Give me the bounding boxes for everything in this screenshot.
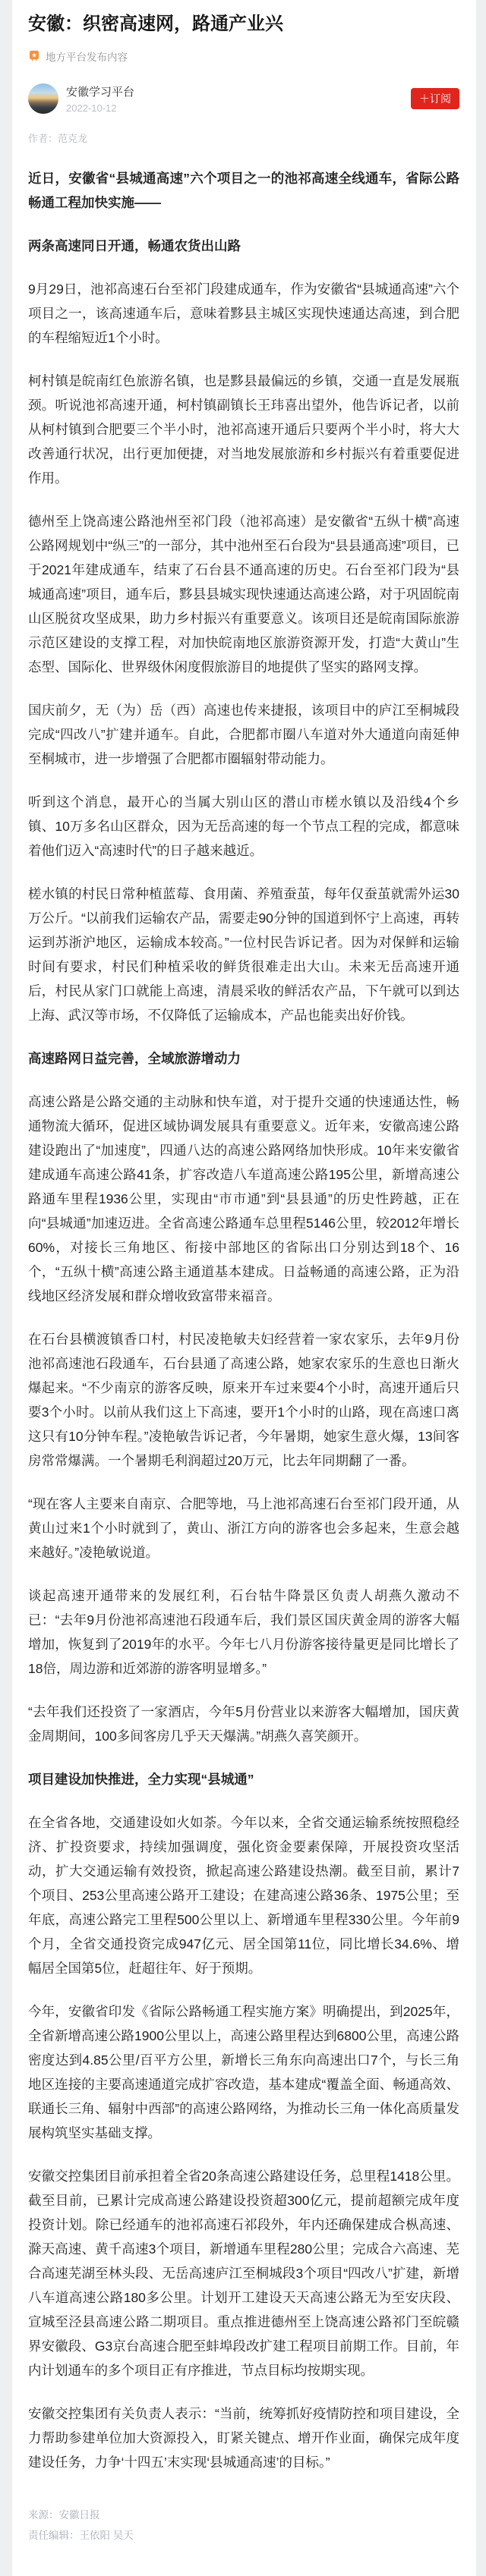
content-tag: [28, 49, 459, 64]
author-meta: [66, 83, 411, 114]
author-bar: [28, 83, 459, 114]
article-page: [12, 0, 476, 2576]
svg-text:★: ★: [31, 51, 37, 59]
article-paragraph: 槎水镇的村民日常种植蓝莓、食用菌、养殖蚕茧，每年仅蚕茧就需外运30万公斤。“以前我们运输农产品，需要走90分钟的国道到怀宁上高速，再转运到苏浙沪地区，运输成本较高。”一位村民告诉记者。因为对保鲜和运输时间有要求，村民们种植采收的鲜货很难走出大山。未来无岳高速开通后，村民从家门口就能上高速，清晨采收的鲜活农产品，下午就可以到达上海、武汉等市场，不仅降低了运输成本，产品也能卖出好价钱。: [28, 886, 459, 1024]
article-paragraph: “去年我们还投资了一家酒店，今年5月份营业以来游客大幅增加，国庆黄金周期间，100多间客房几乎天天爆满。”胡燕久喜笑颜开。: [28, 1704, 459, 1744]
editor-line: 责任编辑：王依阳 吴天: [28, 2530, 134, 2542]
article-paragraph: 德州至上饶高速公路池州至祁门段（池祁高速）是安徽省“五纵十横”高速公路网规划中“纵三”的一部分，其中池州至石台段为“县县通高速”项目，已于2021年建成通车，结束了石台县不通高速的历史。石台至祁门段为“县城通高速”项目，通车后，黟县县城实现快速通达高速公路，对于巩固皖南山区脱贫攻坚成果，助力乡村振兴有重要意义。该项目还是皖南国际旅游示范区建设的支撑工程，对加快皖南地区旅游资源开发，打造“大黄山”生态型、国际化、世界级休闲度假旅游目的地提供了坚实的路网支撑。: [28, 514, 459, 675]
article-paragraph: 高速公路是公路交通的主动脉和快车道，对于提升交通的快速通达性，畅通物流大循环，促进区域协调发展具有重要意义。近年来，安徽高速公路建设跑出了“加速度”，四通八达的高速公路网络加快形成。10年来安徽省建成通车高速公路41条，扩容改造八车道高速公路195公里，新增高速公路通车里程1936公里，实现由“市市通”到“县县通”的历史性跨越，正在向“县城通”加速迈进。全省高速公路通车总里程5146公里，较2012年增长60%，对接长三角地区、衔接中部地区的省际出口分别达到18个、16个，“五纵十横”高速公路主通道基本建成。日益畅通的高速公路，正为沿线地区经济发展和群众增收致富带来福音。: [28, 1094, 459, 1304]
article-paragraph: 在石台县横渡镇香口村，村民凌艳敏夫妇经营着一家农家乐，去年9月份池祁高速池石段通车，石台县通了高速公路，她家农家乐的生意也日渐火爆起来。“不少南京的游客反映，原来开车过来要4个小时，高速开通后只要3个小时。以前从我们这上下高速，要开1个小时的山路，现在高速口离这只有10分钟车程。”凌艳敏告诉记者，今年暑期，她家生意火爆，13间客房常常爆满。一个暑期毛利润超过20万元，比去年同期翻了一番。: [28, 1332, 459, 1469]
page-title: 安徽：织密高速网，路通产业兴: [28, 14, 283, 34]
badge-icon: [28, 50, 40, 62]
avatar[interactable]: [28, 83, 58, 114]
article-paragraph: 谈起高速开通带来的发展红利，石台牯牛降景区负责人胡燕久激动不已：“去年9月份池祁高速池石段通车后，我们景区国庆黄金周的游客大幅增加，恢复到了2019年的水平。今年七八月份游客接待量更是同比增长了18倍，周边游和近郊游的游客明显增多。”: [28, 1588, 459, 1677]
article-paragraph: 听到这个消息，最开心的当属大别山区的潜山市槎水镇以及沿线4个乡镇、10万多名山区群众，因为无岳高速的每一个节点工程的完成，都意味着他们迈入“高速时代”的日子越来越近。: [28, 794, 459, 859]
author-name[interactable]: 安徽学习平台: [66, 86, 135, 99]
section-heading: 项目建设加快推进，全力实现“县城通”: [28, 1772, 254, 1788]
article-paragraph: 安徽交控集团目前承担着全省20条高速公路建设任务，总里程1418公里。截至目前，已累计完成高速公路建设投资超300亿元，提前超额完成年度投资计划。除已经通车的池祁高速石祁段外，年内还确保建成合枞高速、滁天高速、黄千高速3个项目，新增通车里程280公里；完成合六高速、芜合高速芜湖至林头段、无岳高速庐江至桐城段3个项目“四改八”扩建，新增八车道高速公路180多公里。计划开工建设天天高速公路无为至安庆段、宣城至泾县高速公路二期项目。重点推进德州至上饶高速公路祁门至皖赣界安徽段、G3京台高速合肥至蚌埠段改扩建工程项目前期工作。目前，年内计划通车的多个项目正有序推进，节点目标均按期实现。: [28, 2169, 459, 2379]
section-heading: 两条高速同日开通，畅通农货出山路: [28, 238, 241, 254]
byline: 作者：范克龙: [28, 133, 88, 145]
article-paragraph: 国庆前夕，无（为）岳（西）高速也传来捷报，该项目中的庐江至桐城段完成“四改八”扩建并通车。自此，合肥都市圈八车道对外大通道向南延伸至桐城市，进一步增强了合肥都市圈辐射带动能力。: [28, 703, 459, 767]
tag-label: 地方平台发布内容: [46, 52, 128, 64]
section-heading: 高速路网日益完善，全域旅游增动力: [28, 1051, 241, 1067]
publish-date: 2022-10-12: [66, 102, 117, 115]
subscribe-button[interactable]: ＋订阅: [411, 88, 459, 109]
article-footer: [28, 2505, 459, 2546]
article-paragraph: 近日，安徽省“县城通高速”六个项目之一的池祁高速全线通车，省际公路畅通工程加快实施——: [28, 171, 459, 211]
article-paragraph: 今年，安徽省印发《省际公路畅通工程实施方案》明确提出，到2025年，全省新增高速公路1900公里以上，高速公路里程达到6800公里，高速公路密度达到4.85公里/百平方公里，新增长三角东向高速出口7个，与长三角地区连接的主要高速通道完成扩容改造，基本建成“覆盖全面、畅通高效、联通长三角、辐射中西部”的高速公路网络，为推动长三角一体化高质量发展构筑坚实基础支撑。: [28, 2004, 459, 2141]
source-line: 来源：安徽日报: [28, 2509, 100, 2521]
article-paragraph: “现在客人主要来自南京、合肥等地，马上池祁高速石台至祁门段开通，从黄山过来1个小时就到了，黄山、浙江方向的游客也会多起来，生意会越来越好。”凌艳敏说道。: [28, 1496, 459, 1561]
article-paragraph: 在全省各地，交通建设如火如荼。今年以来，全省交通运输系统按照稳经济、扩投资要求，持续加强调度，强化资金要素保障，开展投资攻坚活动，扩大交通运输有效投资，掀起高速公路建设热潮。截至目前，累计7个项目、253公里高速公路开工建设；在建高速公路36条、1975公里；至年底，高速公路完工里程500公里以上、新增通车里程330公里。今年前9个月，全省交通投资完成947亿元、居全国第11位，同比增长34.6%、增幅居全国第5位，赶超往年、好于预期。: [28, 1815, 459, 1977]
article-paragraph: 柯村镇是皖南红色旅游名镇，也是黟县最偏远的乡镇，交通一直是发展瓶颈。听说池祁高速开通，柯村镇副镇长王玮喜出望外，他告诉记者，以前从柯村镇到合肥要三个半小时，池祁高速开通后只要两个半小时，将大大改善通行状况，出行更加便捷，对当地发展旅游和乡村振兴有着重要促进作用。: [28, 373, 459, 486]
article-paragraph: 9月29日，池祁高速石台至祁门段建成通车，作为安徽省“县城通高速”六个项目之一，该高速通车后，意味着黟县主城区实现快速通达高速，到合肥的车程缩短近1个小时。: [28, 282, 459, 346]
article-body: [28, 166, 459, 2474]
article-paragraph: 安徽交控集团有关负责人表示：“当前，统筹抓好疫情防控和项目建设，全力帮助参建单位加大资源投入，盯紧关键点、增开作业面，确保完成年度建设任务，力争‘十四五’末实现‘县城通高速’的目标。”: [28, 2406, 459, 2471]
